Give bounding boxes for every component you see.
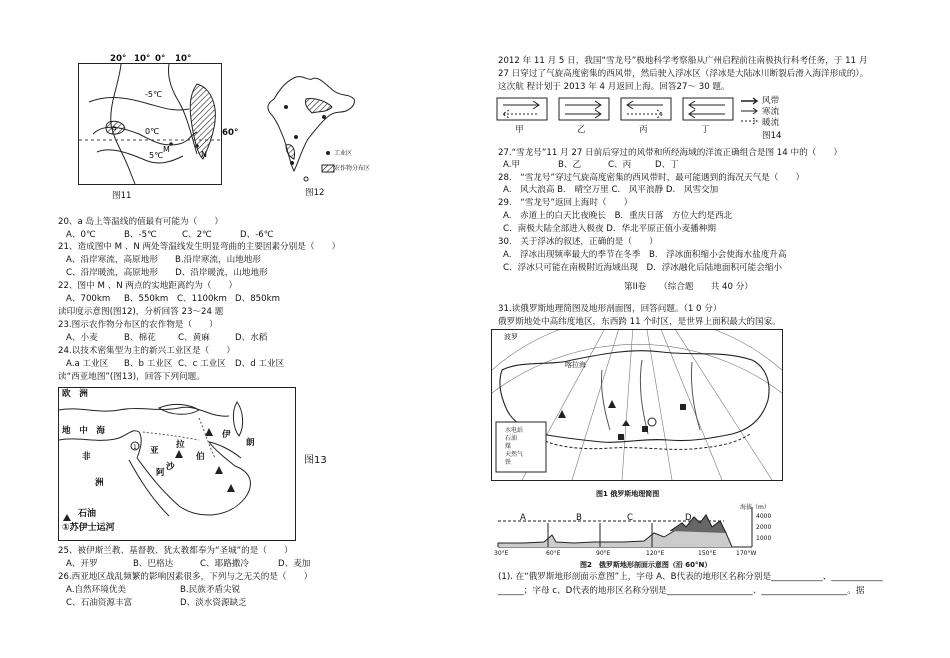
fig11-label-m: M: [163, 145, 170, 154]
fig12-industry-c: [294, 135, 298, 139]
fig12-island: [304, 177, 308, 181]
fig13-legend-canal: ①苏伊士运河: [62, 523, 115, 533]
fig13-bo: 伯: [196, 452, 205, 462]
profile-x-tick-5: 150°E: [698, 550, 717, 557]
russia-river-1: [601, 370, 610, 430]
fig13-sha: 沙: [166, 462, 175, 472]
q31-sub: 俄罗斯地处中高纬度地区，东西跨 11 个时区，是世界上面积最大的国家。: [498, 317, 781, 327]
section-ii-title: 第II卷 （综合题 共 40 分）: [624, 282, 753, 292]
fig13-arabia-coast: [179, 466, 250, 515]
profile-letter-a: A: [520, 513, 526, 523]
fig11-isotherm-c: [97, 150, 183, 163]
fig12-industry-b: [322, 115, 326, 119]
fig11-caption: 图11: [112, 191, 132, 201]
fig13-gulf: [209, 442, 241, 466]
q20-opt-a: A、0℃: [66, 230, 96, 240]
russia-map: [491, 329, 783, 481]
q20-opt-c: C、2℃: [182, 230, 212, 240]
fig11-top-label-3: 0°: [155, 54, 166, 64]
profile-x-tick-3: 90°E: [596, 550, 611, 557]
q20-stem: 20、a 岛上等温线的值最有可能为（ ）: [58, 217, 224, 227]
fig13-europe-coast: [59, 407, 229, 416]
q22-opt-c: C、1100km: [177, 294, 227, 304]
q21-stem: 21、造成图中 M 、N 两处等温线发生明显弯曲的主要因素分别是（ ）: [58, 242, 341, 252]
fig11-land: [190, 84, 215, 159]
q26-stem: 26.西亚地区战乱频繁的影响因素很多，下列与之无关的是（ ）: [58, 572, 313, 582]
fig12-caption: 图12: [305, 188, 325, 198]
fig13-caspian: [233, 402, 242, 436]
fig13-caption: 图13: [304, 455, 327, 466]
profile-x-tick-2: 60°E: [546, 550, 561, 557]
fig14-legend-warm: 暖流: [762, 118, 780, 128]
fig11-lat-60: 60°: [222, 128, 239, 138]
profile-letter-c: C: [627, 513, 634, 523]
q23-stem: 23.图示农作物分布区的农作物是（ ）: [58, 320, 218, 330]
fig13-yi: 伊: [222, 430, 231, 440]
russia-map-svg: [492, 330, 782, 480]
q29-opt-ab: A. 赤道上的白天比夜晚长 B．重庆日落 方位大约是西北: [503, 211, 733, 221]
fig13-oil-3: [227, 484, 235, 492]
russia-legend-oil: 石油: [505, 435, 518, 442]
fig12-legend-dot: [326, 151, 330, 155]
q23-opt-a: A、小麦: [66, 333, 98, 343]
q28-opts: A. 风大浪高 B. 晴空万里 C. 风平浪静 D. 风雪交加: [503, 185, 719, 195]
q30-opt-ab: A. 浮冰出现频率最大的季节在冬季 B. 浮冰面积缩小会使海水盐度升高: [503, 250, 787, 260]
q24-stem: 24.以技术密集型为主的新兴工业区是（ ）: [58, 346, 235, 356]
fig14-caption: 图14: [762, 131, 782, 141]
russia-river-2: [640, 360, 648, 434]
intro-line-3: 这次航 程计划于 2013 年 4 月返回上海。回答27～ 30 题。: [498, 82, 730, 92]
fig14-box-bing: [621, 98, 671, 120]
q27-stem: 27.“雪龙号”11 月 27 日前后穿过的风带和所经海域的洋流正确组合是图 14 中的（ ）: [498, 148, 843, 158]
fig14-box-ding: [683, 98, 733, 120]
q22-opt-d: D、850km: [235, 294, 280, 304]
q24-opt-a: A.a 工业区: [66, 359, 109, 369]
profile-x-tick-6: 170°W: [736, 550, 757, 557]
fig12-crop-area: [305, 98, 332, 113]
fig11-iso-neg5: -5℃: [145, 90, 162, 99]
profile-letter-b: B: [576, 513, 582, 523]
fig13-zhou: 洲: [95, 478, 104, 488]
fig11-top-label-4: 10°: [175, 54, 192, 64]
q26-opt-a: A.自然环境优美: [66, 585, 127, 595]
q26-opt-d: D、淡水资源缺乏: [180, 598, 247, 608]
profile-mountains: [670, 515, 726, 533]
fig11-top-label-1: 20°: [110, 54, 127, 64]
fig14-legend-cold: 寒流: [762, 107, 780, 117]
q21-opt-cd: C、沿岸暖流，高原地形 D、沿岸暖流，山地地形: [66, 268, 268, 278]
profile-y-tick-1: 4000: [756, 513, 772, 520]
fig12-crop-area-2: [286, 145, 295, 159]
fig13-border-1: [143, 432, 199, 440]
fig11-iso-0: 0℃: [145, 127, 160, 136]
russia-coal-2: [642, 426, 648, 432]
q22-opt-b: B、550km: [124, 294, 169, 304]
russia-coal-1: [618, 434, 624, 440]
fig11-isotherm-a: [89, 98, 189, 111]
profile-y-tick-2: 2000: [756, 524, 772, 531]
q23-opt-b: B、棉花: [124, 333, 156, 343]
q27-opt-b: B、乙: [558, 160, 582, 170]
q21-opt-ab: A、沿岸寒流，高原地形 B.沿岸寒流，山地地形: [66, 255, 261, 265]
q27-opt-a: A.甲: [503, 160, 521, 170]
russia-coal-3: [680, 404, 686, 410]
fig12-legend-crop: 农作物分布区: [334, 165, 371, 172]
read13-instruction: 读“西亚地图”(图13)，回答下列问题。: [58, 372, 205, 382]
q25-opt-a: A、开罗: [66, 559, 98, 569]
q25-stem: 25、被伊斯兰教、基督教、犹太教都奉为“圣城”的是（ ）: [58, 546, 293, 556]
q22-opt-a: A、700km: [66, 294, 111, 304]
q24-opt-b: B、b 工业区: [124, 359, 173, 369]
q29-stem: 29. “雪龙号”返回上海时（ ）: [498, 198, 633, 208]
q20-opt-d: D、-6℃: [240, 230, 274, 240]
russia-oil-2: [608, 400, 616, 408]
fig14-box-yi: [559, 98, 609, 120]
q23-opt-c: C、黄麻: [178, 333, 210, 343]
read12-instruction: 读印度示意图(图12)，分析回答 23～24 题: [58, 307, 224, 317]
q30-opt-cd: C．浮冰只可能在南极附近海域出现 D．浮冰融化后陆地面积可能会缩小: [503, 263, 783, 273]
profile-x-tick-1: 30°E: [494, 550, 509, 557]
russia-river-3: [691, 362, 700, 430]
fig13-oil-2: [215, 466, 223, 474]
q26-opt-c: C、石油资源丰富: [66, 598, 133, 608]
fig13-la: 拉: [176, 440, 185, 450]
fig14-legend-wind: 风带: [762, 96, 780, 106]
fig13-europe: 欧 洲: [62, 389, 88, 399]
profile-x-tick-4: 120°E: [646, 550, 665, 557]
fig14-label-ding: 丁: [701, 125, 710, 135]
fig14-legend-lines: [741, 98, 757, 124]
russia-oil-3: [622, 420, 630, 426]
fig13-marker-1-text: 1: [133, 444, 137, 451]
russia-oil-1: [558, 410, 566, 418]
fig13-oil-4: [205, 428, 213, 436]
fig14-box-jia: [497, 98, 547, 120]
fig13-oil-1: [175, 450, 183, 458]
q24-opt-d: D、d 工业区: [235, 359, 285, 369]
fig12-legend-hatch: [322, 165, 334, 172]
figure-11-map: [78, 63, 222, 185]
intro-line-2: 27 日穿过了气旋高度密集的西风带，然后驶入浮冰区（浮冰是大陆冰川断裂后滑入海洋形成的）。: [498, 69, 869, 79]
profile-caption: 图2 俄罗斯地形剖面示意图（沿 60°N）: [580, 561, 712, 569]
q25-opt-d: D、麦加: [278, 559, 311, 569]
fig13-fei: 非: [82, 452, 91, 462]
fig11-label-a: a: [112, 124, 117, 132]
fill-in-line-1: (1). 在“俄罗斯地形剖面示意图”上，字母 A、B代表的地形区名称分别是____________、____________: [498, 572, 883, 582]
q20-opt-b: B、-5℃: [124, 230, 157, 240]
q24-opt-c: C、c 工业区: [178, 359, 226, 369]
q29-opt-cd: C．南极大陆全部进入极夜 D．华北平原正值小麦播种期: [503, 224, 717, 234]
q25-opt-c: C、耶路撒冷: [200, 559, 249, 569]
fig14-label-jia: 甲: [515, 125, 524, 135]
russia-legend-gas: 天然气: [505, 451, 524, 458]
fig13-legend-oil: 石油: [78, 509, 97, 519]
fig11-label-n: N: [201, 150, 207, 159]
q28-stem: 28. “雪龙号”穿过气旋高度密集的西风带时，最可能遇到的海况天气是（ ）: [498, 173, 805, 183]
fig13-ya: 亚: [150, 446, 159, 456]
fig12-industry-d: [290, 161, 294, 165]
fig12-industry-a: [284, 105, 288, 109]
russia-hydro-1: [648, 418, 656, 426]
q30-stem: 30. 关于浮冰的叙述，正确的是（ ）: [498, 237, 658, 247]
fig13-lang: 朗: [246, 438, 255, 448]
profile-altitude-label: 海拔（m）: [740, 504, 770, 511]
russia-legend-hydro: 水电站: [505, 427, 524, 434]
fig11-iso-5: 5℃: [149, 151, 164, 160]
q23-opt-d: D、水稻: [235, 333, 268, 343]
fig12-legend-industry: 工业区: [334, 150, 353, 157]
figure-11-svg: [79, 64, 221, 184]
fig13-dizhong: 地 中 海: [62, 426, 105, 436]
q27-opt-d: D、丁: [655, 160, 679, 170]
intro-line-1: 2012 年 11 月 5 日，我国“雪龙号”极地科学考察船从广州启程前往南极执行科考任务，于 11 月: [498, 56, 868, 66]
q31-stem: 31.读俄罗斯地理简图及地形剖面图，回答问题。（1 0 分）: [498, 304, 722, 314]
russia-map-caption: 图1 俄罗斯地理简图: [596, 490, 660, 498]
russia-label-kara: 喀拉海: [565, 361, 586, 369]
russia-legend-coal: 煤: [505, 443, 512, 450]
fig14-label-bing: 丙: [639, 125, 648, 135]
q22-stem: 22、图中 M 、N 两点的实地距离约为（ ）: [58, 281, 238, 291]
q26-opt-b: B.民族矛盾尖锐: [180, 585, 241, 595]
fig14-label-yi: 乙: [577, 125, 586, 135]
q27-opt-c: C、丙: [608, 160, 632, 170]
fill-in-line-2: ______；字母 c、D代表的地形区名称分别是____________________、____________________。据: [498, 586, 865, 596]
fig11-point-n: [195, 144, 199, 148]
q25-opt-b: B、巴格达: [133, 559, 174, 569]
fig13-legend-oil-icon: [63, 514, 71, 521]
fig13-a: 阿: [156, 468, 165, 478]
russia-legend-iron: 铁: [505, 459, 512, 466]
fig11-top-label-2: 10°: [134, 54, 151, 64]
profile-y-tick-3: 1000: [756, 535, 772, 542]
russia-label-tl: 波罗: [504, 333, 518, 341]
profile-letter-d: D: [685, 513, 692, 523]
